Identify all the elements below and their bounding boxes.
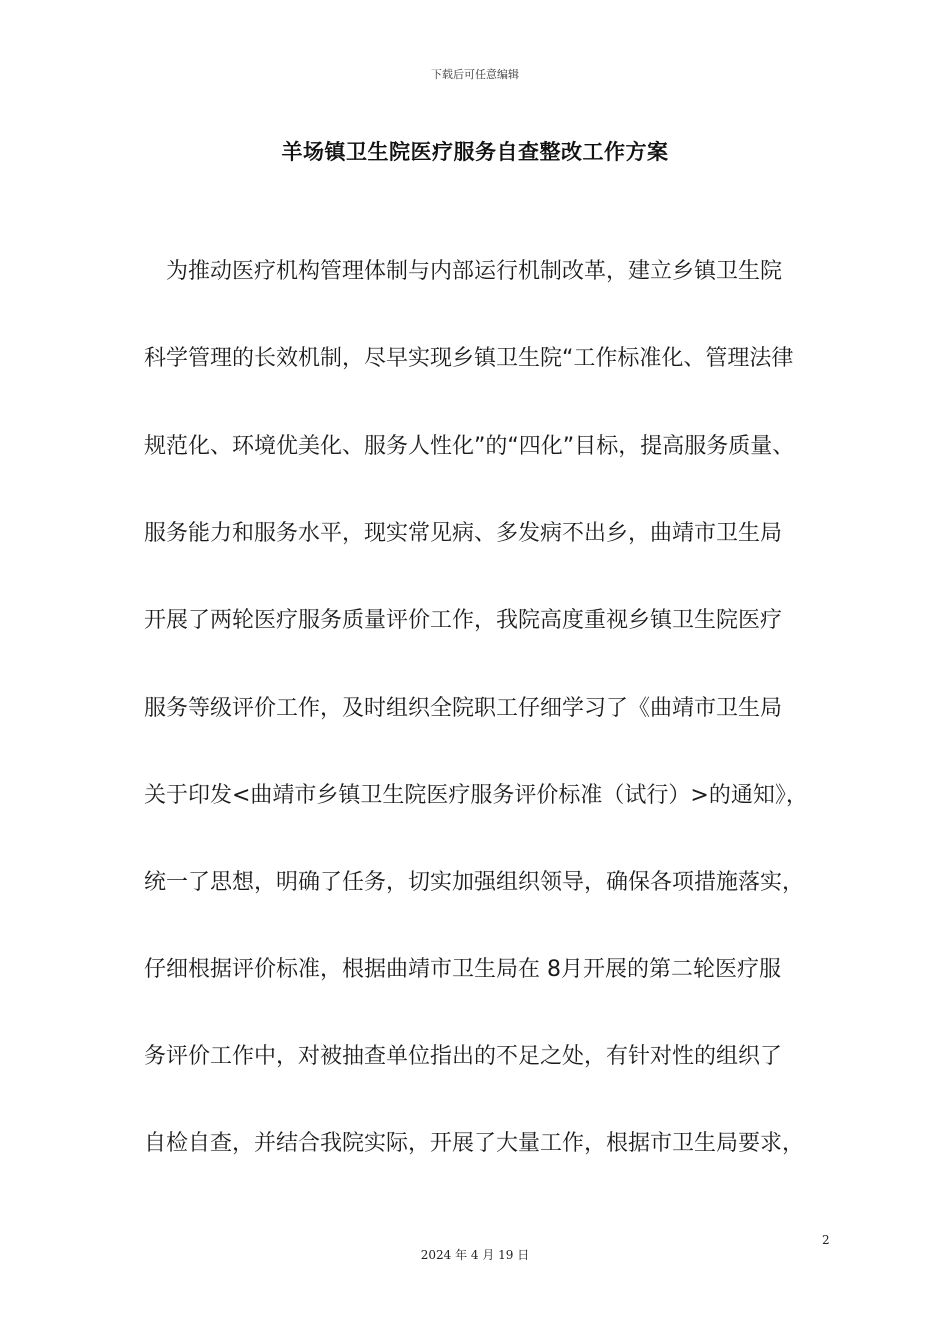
body-line-8: 统一了思想，明确了任务，切实加强组织领导，确保各项措施落实， bbox=[144, 870, 805, 895]
page-number: 2 bbox=[822, 1233, 830, 1247]
footer-date: 2024 年 4 月 19 日 bbox=[420, 1248, 530, 1262]
body-line-1: 为推动医疗机构管理体制与内部运行机制改革，建立乡镇卫生院 bbox=[144, 259, 783, 284]
body-line-10: 务评价工作中，对被抽查单位指出的不足之处，有针对性的组织了 bbox=[144, 1044, 783, 1069]
body-line-9: 仔细根据评价标准，根据曲靖市卫生局在 8月开展的第二轮医疗服 bbox=[144, 957, 781, 982]
header-note: 下载后可任意编辑 bbox=[431, 68, 519, 81]
body-line-6: 服务等级评价工作，及时组织全院职工仔细学习了《曲靖市卫生局 bbox=[144, 696, 783, 721]
body-line-11: 自检自查，并结合我院实际，开展了大量工作，根据市卫生局要求， bbox=[144, 1131, 805, 1156]
body-line-4: 服务能力和服务水平，现实常见病、多发病不出乡，曲靖市卫生局 bbox=[144, 521, 783, 546]
body-line-7: 关于印发<曲靖市乡镇卫生院医疗服务评价标准（试行）>的通知》， bbox=[144, 783, 808, 808]
body-line-3: 规范化、环境优美化、服务人性化”的“四化”目标，提高服务质量、 bbox=[144, 434, 795, 459]
document-title: 羊场镇卫生院医疗服务自查整改工作方案 bbox=[281, 140, 669, 164]
body-line-2: 科学管理的长效机制，尽早实现乡镇卫生院“工作标准化、管理法律 bbox=[144, 346, 794, 371]
body-line-5: 开展了两轮医疗服务质量评价工作，我院高度重视乡镇卫生院医疗 bbox=[144, 608, 783, 633]
